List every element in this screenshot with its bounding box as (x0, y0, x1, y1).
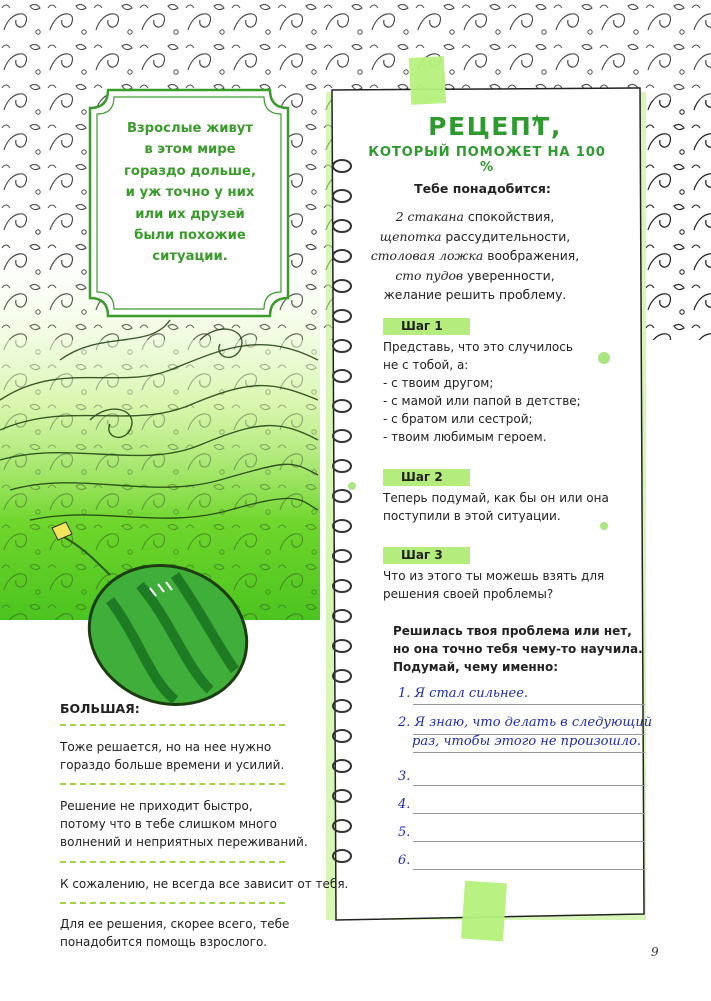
paragraph: Для ее решения, скорее всего, тебе понадобится помощь взрослого. (60, 917, 290, 949)
step-label: Шаг 3 (383, 547, 470, 564)
quote-text: Взрослые живут в этом мире гораздо дольше, и уж точно у них или их друзей были похожие ситуации. (124, 121, 256, 265)
blank-line[interactable] (413, 785, 645, 786)
blank-number: 6. (398, 853, 411, 868)
paragraph: Тоже решается, но на нее нужно гораздо больше времени и усилий. (60, 740, 285, 772)
step-2-text: Теперь подумай, как бы он или она поступили в этой ситуации. (383, 491, 609, 523)
answer-2: 2. Я знаю, что делать в следующий (398, 715, 653, 730)
answer-1: 1. Я стал сильнее. (398, 686, 529, 701)
ingredient-item: 2 стакана спокойствия, (395, 209, 555, 224)
step-label: Шаг 2 (383, 469, 470, 486)
page-number: 9 (651, 945, 659, 959)
paragraph: Решение не приходит быстро, потому что в тебе слишком много волнений и неприятных переживаний. (60, 799, 308, 849)
answer-line (413, 704, 645, 705)
ingredient-item: щепотка рассудительности, (379, 229, 571, 244)
divider (60, 724, 285, 726)
tape-bottom (461, 881, 507, 942)
step-label: Шаг 1 (383, 318, 470, 335)
section-heading: БОЛЬШАЯ: (60, 701, 140, 716)
divider (60, 902, 285, 904)
blank-number: 4. (398, 797, 411, 812)
blank-line[interactable] (413, 869, 645, 870)
blank-line[interactable] (413, 841, 645, 842)
tape-top (409, 56, 446, 105)
reflection-question: Решилась твоя проблема или нет, но она точно тебя чему-то научила. Подумай, чему именно: (393, 624, 643, 674)
recipe-title: РЕЦЕПТ, (428, 112, 562, 141)
ingredients-heading: Тебе понадобится: (414, 181, 551, 196)
blank-number: 3. (398, 769, 411, 784)
ingredient-item: желание решить проблему. (383, 287, 567, 302)
blank-number: 5. (398, 825, 411, 840)
answer-line (413, 752, 645, 753)
divider (60, 783, 285, 785)
step-3-text: Что из этого ты можешь взять для решения своей проблемы? (383, 569, 605, 601)
recipe-subtitle: КОТОРЫЙ ПОМОЖЕТ НА 100 % (368, 145, 606, 175)
step-1-text: Представь, что это случилось не с тобой, а: - с твоим другом; - с мамой или папой в детстве; - с братом или сестрой; - твоим любимым героем. (383, 340, 581, 444)
blank-line[interactable] (413, 813, 645, 814)
ingredient-item: столовая ложка воображения, (370, 248, 580, 263)
paragraph: К сожалению, не всегда все зависит от тебя. (60, 877, 349, 891)
divider (60, 861, 285, 863)
ingredient-item: сто пудов уверенности, (395, 268, 555, 283)
answer-2-continued: раз, чтобы этого не произошло. (412, 734, 642, 749)
